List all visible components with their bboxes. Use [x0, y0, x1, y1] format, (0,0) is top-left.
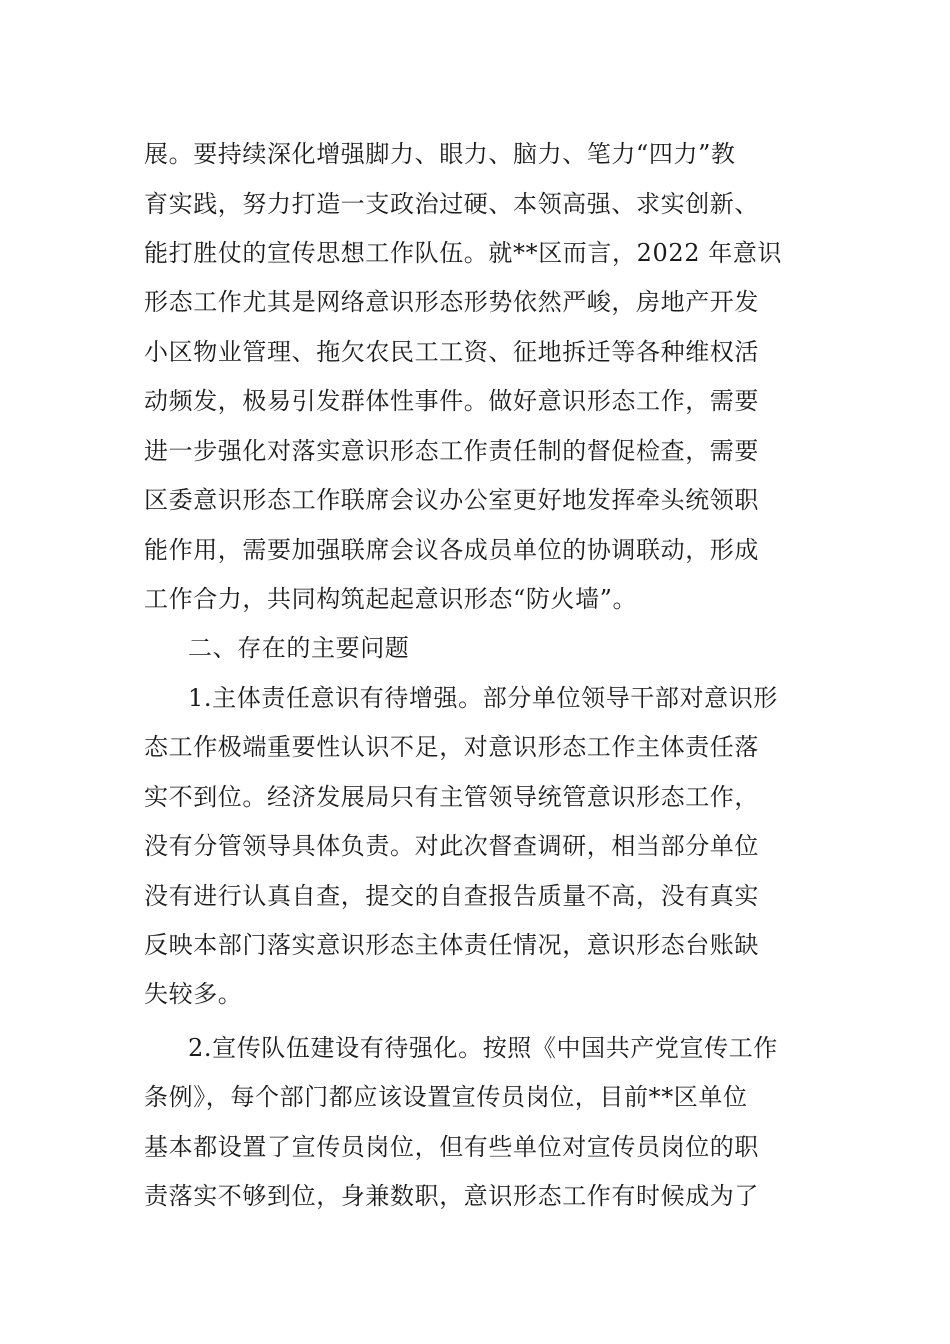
paragraph-line: 基本都设置了宣传员岗位，但有些单位对宣传员岗位的职 [144, 1133, 759, 1161]
paragraph-line: 责落实不够到位，身兼数职，意识形态工作有时候成为了 [144, 1182, 759, 1210]
paragraph-line: 形态工作尤其是网络意识形态形势依然严峻，房地产开发 [144, 288, 759, 316]
paragraph-line: 1.主体责任意识有待增强。部分单位领导干部对意识形 [188, 684, 778, 712]
section-heading: 二、存在的主要问题 [188, 634, 410, 662]
paragraph-line: 2.宣传队伍建设有待强化。按照《中国共产党宣传工作 [188, 1034, 778, 1062]
paragraph-line: 进一步强化对落实意识形态工作责任制的督促检查，需要 [144, 437, 759, 465]
paragraph-line: 条例》，每个部门都应该设置宣传员岗位，目前**区单位 [144, 1083, 748, 1111]
paragraph-line: 育实践，努力打造一支政治过硬、本领高强、求实创新、 [144, 190, 759, 218]
paragraph-line: 能作用，需要加强联席会议各成员单位的协调联动，形成 [144, 536, 759, 564]
paragraph-line: 展。要持续深化增强脚力、眼力、脑力、笔力“四力”教 [144, 140, 736, 168]
paragraph-line: 态工作极端重要性认识不足，对意识形态工作主体责任落 [144, 733, 759, 761]
paragraph-line: 失较多。 [144, 980, 243, 1008]
paragraph-line: 小区物业管理、拖欠农民工工资、征地拆迁等各种维权活 [144, 338, 759, 366]
paragraph-line: 工作合力，共同构筑起起意识形态“防火墙”。 [144, 585, 638, 613]
paragraph-line: 没有进行认真自查，提交的自查报告质量不高，没有真实 [144, 882, 759, 910]
paragraph-line: 动频发，极易引发群体性事件。做好意识形态工作，需要 [144, 387, 759, 415]
paragraph-line: 能打胜仗的宣传思想工作队伍。就**区而言，2022 年意识 [144, 239, 783, 267]
paragraph-line: 实不到位。经济发展局只有主管领导统管意识形态工作， [144, 783, 759, 811]
paragraph-line: 没有分管领导具体负责。对此次督查调研，相当部分单位 [144, 832, 759, 860]
paragraph-line: 区委意识形态工作联席会议办公室更好地发挥牵头统领职 [144, 486, 759, 514]
paragraph-line: 反映本部门落实意识形态主体责任情况，意识形态台账缺 [144, 931, 759, 959]
